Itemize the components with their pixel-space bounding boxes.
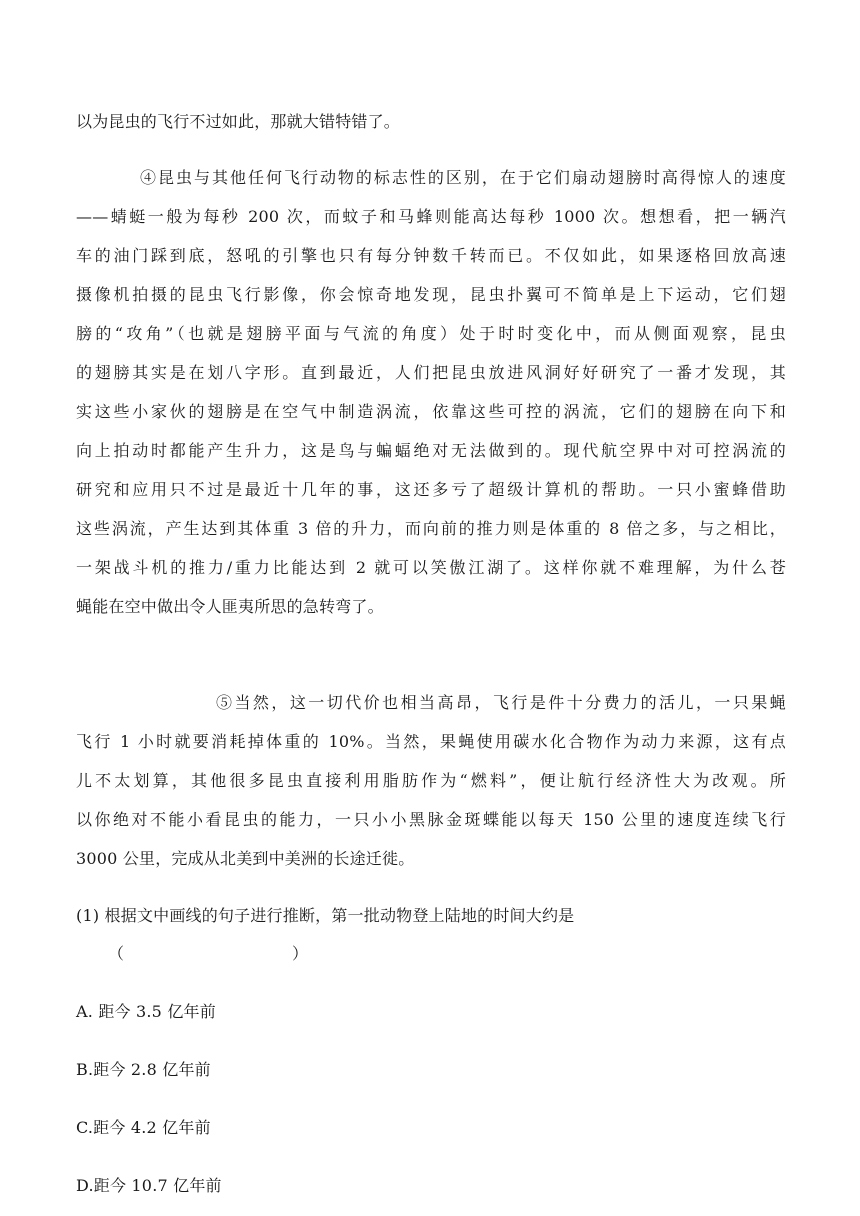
paragraph-4-line: ④昆虫与其他任何飞行动物的标志性的区别，在于它们扇动翅膀时高得惊人的速度 — [140, 168, 786, 187]
paragraph-4-line: 向上拍动时都能产生升力，这是鸟与蝙蝠绝对无法做到的。现代航空界中对可控涡流的 — [76, 441, 786, 460]
paragraph-4-line: 摄像机拍摄的昆虫飞行影像，你会惊奇地发现，昆虫扑翼可不简单是上下运动，它们翅 — [76, 285, 786, 304]
answer-paren-open: （ — [108, 944, 125, 963]
paragraph-5-line: ⑤当然，这一切代价也相当高昂，飞行是件十分费力的活儿，一只果蝇 — [216, 693, 786, 712]
paragraph-4-line: 蝇能在空中做出令人匪夷所思的急转弯了。 — [76, 597, 384, 616]
paragraph-4-line: 实这些小家伙的翅膀是在空气中制造涡流，依靠这些可控的涡流，它们的翅膀在向下和 — [76, 402, 786, 421]
paragraph-4-line: ——蜻蜓一般为每秒 200 次，而蚊子和马蜂则能高达每秒 1000 次。想想看，把一辆汽 — [76, 207, 786, 226]
paragraph-4-line: 膀的“攻角”（也就是翅膀平面与气流的角度）处于时时变化中，而从侧面观察，昆虫 — [76, 324, 786, 343]
paragraph-5-line: 以你绝对不能小看昆虫的能力，一只小小黑脉金斑蝶能以每天 150 公里的速度连续飞行 — [76, 810, 786, 829]
paragraph-4-line: 车的油门踩到底，怒吼的引擎也只有每分钟数千转而已。不仅如此，如果逐格回放高速 — [76, 246, 786, 265]
question-stem: (1) 根据文中画线的句子进行推断，第一批动物登上陆地的时间大约是 — [76, 906, 575, 925]
paragraph-4-line: 研究和应用只不过是最近十几年的事，这还多亏了超级计算机的帮助。一只小蜜蜂借助 — [76, 480, 786, 499]
option-a[interactable]: A. 距今 3.5 亿年前 — [76, 1002, 216, 1021]
paragraph-4-line: 的翅膀其实是在划八字形。直到最近，人们把昆虫放进风洞好好研究了一番才发现，其 — [76, 363, 786, 382]
option-c[interactable]: C.距今 4.2 亿年前 — [76, 1118, 211, 1137]
paragraph-5-line: 3000 公里，完成从北美到中美洲的长途迁徙。 — [76, 849, 415, 868]
paragraph-4-line: 一架战斗机的推力/重力比能达到 2 就可以笑傲江湖了。这样你就不难理解，为什么苍 — [76, 558, 786, 577]
option-b[interactable]: B.距今 2.8 亿年前 — [76, 1060, 211, 1079]
paragraph-3-tail: 以为昆虫的飞行不过如此，那就大错特错了。 — [76, 112, 401, 131]
option-d[interactable]: D.距今 10.7 亿年前 — [76, 1176, 222, 1195]
answer-paren-close: ） — [292, 944, 309, 963]
answer-blank[interactable] — [108, 944, 308, 964]
paragraph-4-line: 这些涡流，产生达到其体重 3 倍的升力，而向前的推力则是体重的 8 倍之多，与之相比， — [76, 519, 786, 538]
paragraph-5-line: 儿不太划算，其他很多昆虫直接利用脂肪作为“燃料”，便让航行经济性大为改观。所 — [76, 771, 786, 790]
paragraph-5-line: 飞行 1 小时就要消耗掉体重的 10%。当然，果蝇使用碳水化合物作为动力来源，这有点 — [76, 732, 786, 751]
